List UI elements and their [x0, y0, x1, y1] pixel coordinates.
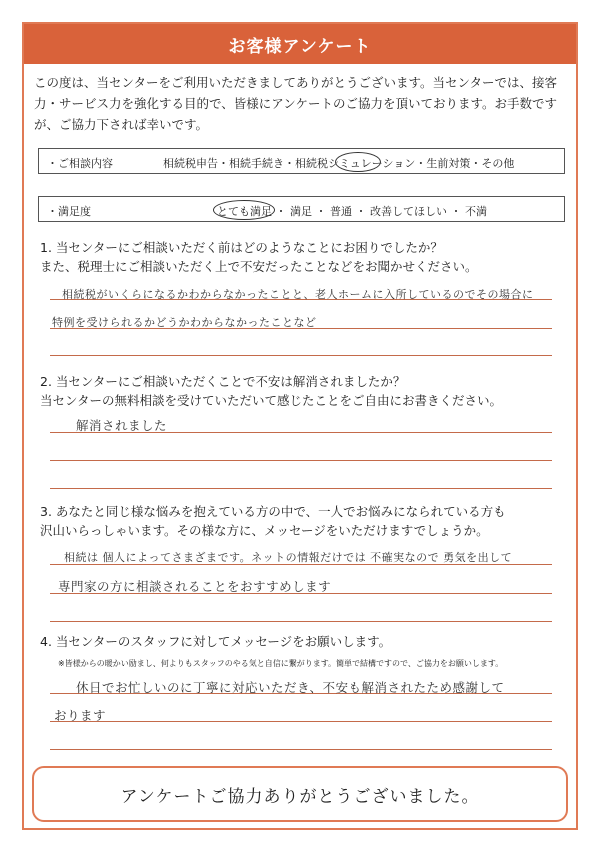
answer-3-line-2: 専門家の方に相談されることをおすすめします	[58, 579, 332, 594]
question-4: 4. 当センターのスタッフに対してメッセージをお願いします。	[40, 634, 392, 649]
answer-line	[50, 749, 552, 750]
answer-1-line-2: 特例を受けられるかどうかわからなかったことなど	[52, 316, 317, 329]
consult-label: ・ご相談内容	[47, 157, 113, 170]
question-2: 2. 当センターにご相談いただくことで不安は解消されましたか？ 当センターの無料相談を受けていただいて感じたことをご自由にお書きください。	[40, 374, 503, 408]
thanks-message: アンケートご協力ありがとうございました。	[120, 786, 480, 807]
satisfaction-label: ・満足度	[47, 205, 91, 218]
answer-line	[50, 355, 552, 356]
satisfaction-selection-mark	[213, 200, 275, 220]
answer-line	[50, 721, 552, 722]
answer-line	[50, 460, 552, 461]
answer-4-line-1: 休日でお忙しいのに丁寧に対応いただき、不安も解消されたため感謝して	[76, 680, 505, 695]
satisfaction-row	[38, 196, 565, 222]
consult-selection-mark	[335, 152, 381, 172]
answer-2-line-1: 解消されました	[76, 418, 168, 433]
answer-1-line-1: 相続税がいくらになるかわからなかったことと、老人ホームに入所しているのでその場合に	[62, 288, 534, 301]
satisfaction-options: とても満足 ・ 満足 ・ 普通 ・ 改善してほしい ・ 不満	[217, 205, 487, 218]
survey-sheet	[22, 22, 578, 830]
question-4-note: ※皆様からの暖かい励まし、何よりもスタッフのやる気と自信に繋がります。簡単で結構ですので、ご協力をお願いします。	[58, 659, 504, 668]
intro-text: この度は、当センターをご利用いただきましてありがとうございます。当センターでは、接客力・サービス力を強化する目的で、皆様にアンケートのご協力を頂いております。お手数ですが、ご協力下されば幸いです。	[34, 75, 558, 132]
question-1: 1. 当センターにご相談いただく前はどのようなことにお困りでしたか？ また、税理士にご相談いただく上で不安だったことなどをお聞かせください。	[40, 240, 478, 274]
survey-title: お客様アンケート	[24, 24, 576, 64]
question-3: 3. あなたと同じ様な悩みを抱えている方の中で、一人でお悩みになられている方も 沢山いらっしゃいます。その様な方に、メッセージをいただけますでしょうか。	[40, 504, 506, 538]
answer-3-line-1: 相続は 個人によってさまざまです。ネットの情報だけでは 不確実なので 勇気を出して	[64, 551, 513, 564]
answer-line	[50, 621, 552, 622]
answer-line	[50, 488, 552, 489]
thanks-box	[32, 766, 568, 822]
consult-row	[38, 148, 565, 174]
answer-4-line-2: おります	[54, 708, 107, 723]
consult-options: 相続税申告・相続手続き・相続税シミュレーション・生前対策・その他	[163, 157, 515, 170]
